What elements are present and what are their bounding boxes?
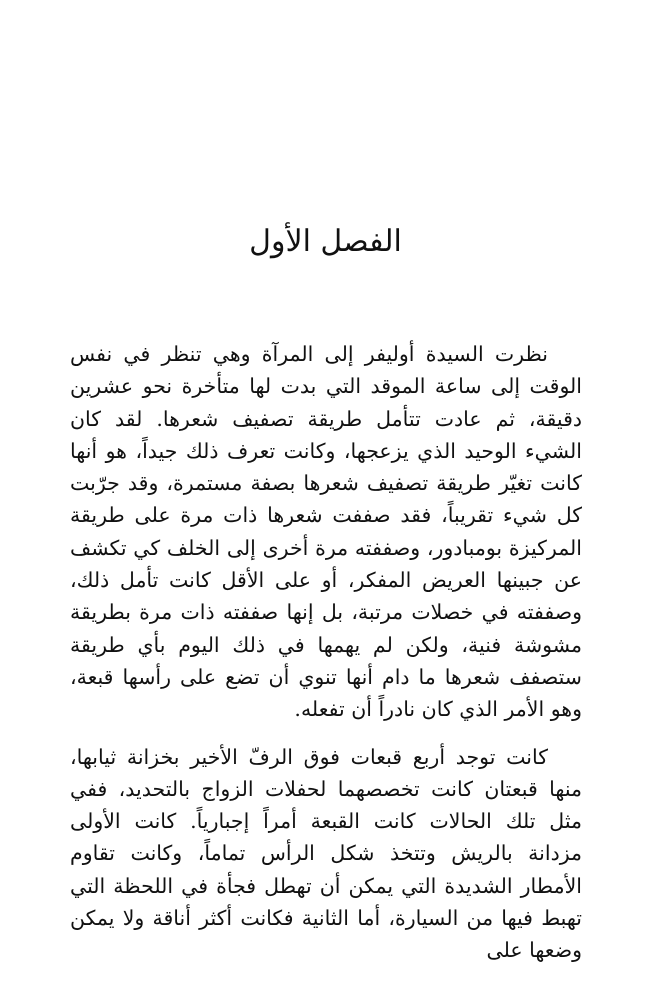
- paragraph-2: كانت توجد أربع قبعات فوق الرفّ الأخير بخزانة ثيابها، منها قبعتان كانت تخصصهما لحفلات الزواج بالتحديد، ففي مثل تلك الحالات كانت القبعة أمراً إجبارياً. كانت الأولى مزدانة بالريش وتتخذ شكل الرأس تماماً، وكانت تقاوم الأمطار الشديدة التي يمكن أن تهطل فجأة في اللحظة التي تهبط فيها من السيارة، أما الثانية فكانت أكثر أناقة ولا يمكن وضعها على: [70, 744, 582, 963]
- chapter-title: الفصل الأول: [249, 224, 402, 259]
- paragraph-1: نظرت السيدة أوليفر إلى المرآة وهي تنظر في نفس الوقت إلى ساعة الموقد التي بدت لها متأخرة نحو عشرين دقيقة، ثم عادت تتأمل طريقة تصفيف شعرها. لقد كان الشيء الوحيد الذي يزعجها، وكانت تعرف ذلك جيداً، هو أنها كانت تغيّر طريقة تصفيف شعرها بصفة مستمرة، وقد جرّبت كل شيء تقريباً، فقد صففت شعرها ذات مرة على طريقة المركيزة بومبادور، وصففته مرة أخرى إلى الخلف كي تكشف عن جبينها العريض المفكر، أو على الأقل كانت تأمل ذلك، وصففته في خصلات مرتبة، بل إنها صففته ذات مرة بطريقة مشوشة فنية، ولكن لم يهمها في ذلك اليوم بأي طريقة ستصفف شعرها ما دام أنها تنوي أن تضع على رأسها قبعة، وهو الأمر الذي كان نادراً أن تفعله.: [70, 342, 582, 722]
- chapter-body: [70, 338, 582, 967]
